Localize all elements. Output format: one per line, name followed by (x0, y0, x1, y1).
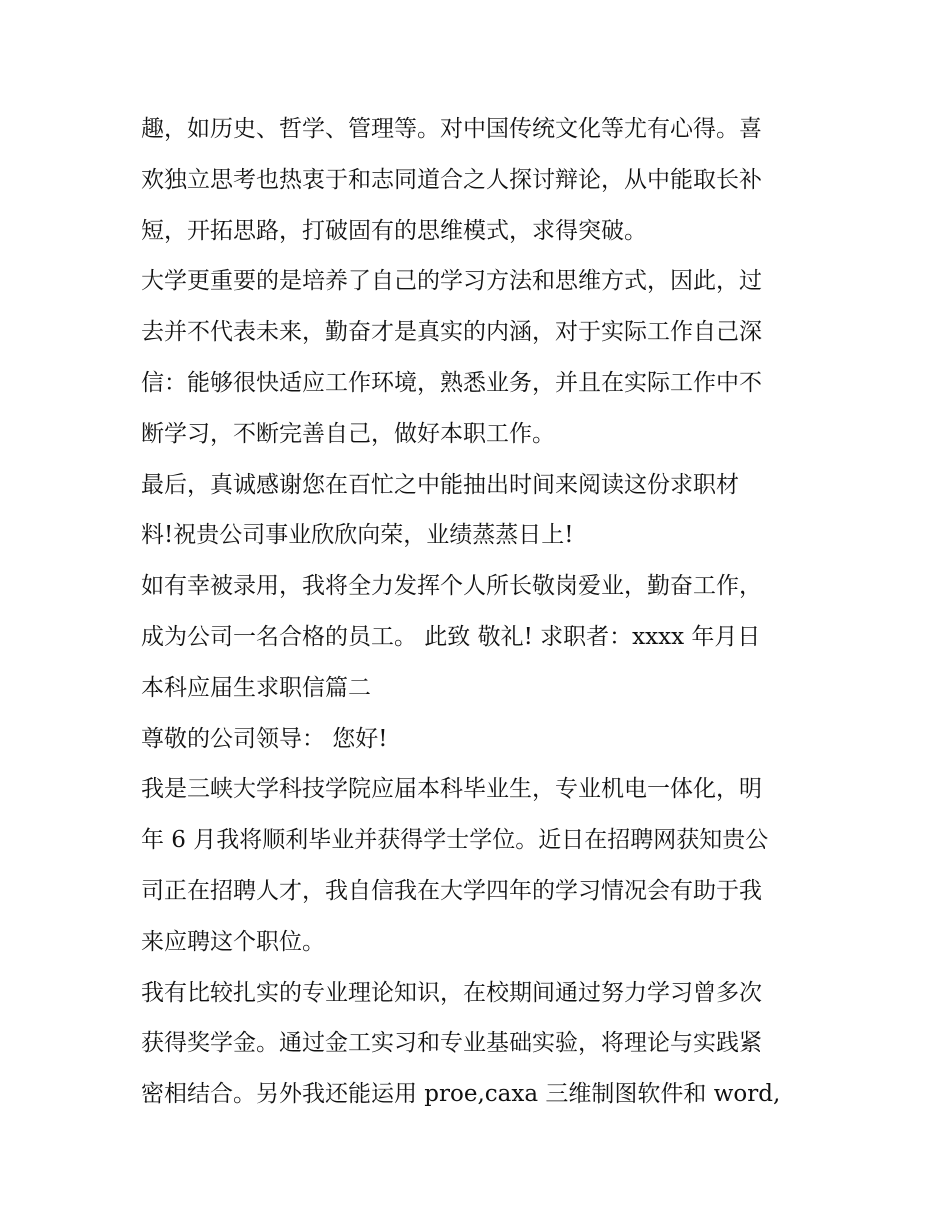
text-line: 最后，真诚感谢您在百忙之中能抽出时间来阅读这份求职材 (141, 471, 739, 498)
text-line: 我是三峡大学科技学院应届本科毕业生，专业机电一体化，明 (141, 776, 762, 803)
document-body (141, 104, 831, 1120)
text-line: 成为公司一名合格的员工。 此致 敬礼! 求职者：xxxx 年月日 (141, 623, 761, 650)
text-line: 短，开拓思路，打破固有的思维模式，求得突破。 (141, 217, 647, 244)
text-line: 我有比较扎实的专业理论知识，在校期间通过努力学习曾多次 (141, 979, 762, 1006)
text-line: 大学更重要的是培养了自己的学习方法和思维方式，因此，过 (141, 268, 762, 295)
text-line: 料!祝贵公司事业欣欣向荣，业绩蒸蒸日上! (141, 522, 574, 549)
text-line: 去并不代表未来，勤奋才是真实的内涵，对于实际工作自己深 (141, 319, 762, 346)
section-heading: 本科应届生求职信篇二 (141, 674, 371, 701)
text-line: 如有幸被录用，我将全力发挥个人所长敬岗爱业，勤奋工作， (141, 573, 762, 600)
text-line: 获得奖学金。通过金工实习和专业基础实验，将理论与实践紧 (141, 1030, 762, 1057)
text-line: 来应聘这个职位。 (141, 928, 325, 955)
text-line: 趣，如历史、哲学、管理等。对中国传统文化等尤有心得。喜 (141, 116, 762, 142)
text-line: 断学习，不断完善自己，做好本职工作。 (141, 420, 555, 447)
text-line: 年 6 月我将顺利毕业并获得学士学位。近日在招聘网获知贵公 (141, 827, 769, 854)
text-line: 信：能够很快适应工作环境，熟悉业务，并且在实际工作中不 (141, 369, 762, 396)
text-line: 密相结合。另外我还能运用 proe,caxa 三维制图软件和 word, (141, 1081, 781, 1108)
text-line: 欢独立思考也热衷于和志同道合之人探讨辩论，从中能取长补 (141, 166, 762, 193)
text-line: 司正在招聘人才，我自信我在大学四年的学习情况会有助于我 (141, 877, 762, 904)
salutation: 尊敬的公司领导： 您好! (141, 725, 388, 752)
